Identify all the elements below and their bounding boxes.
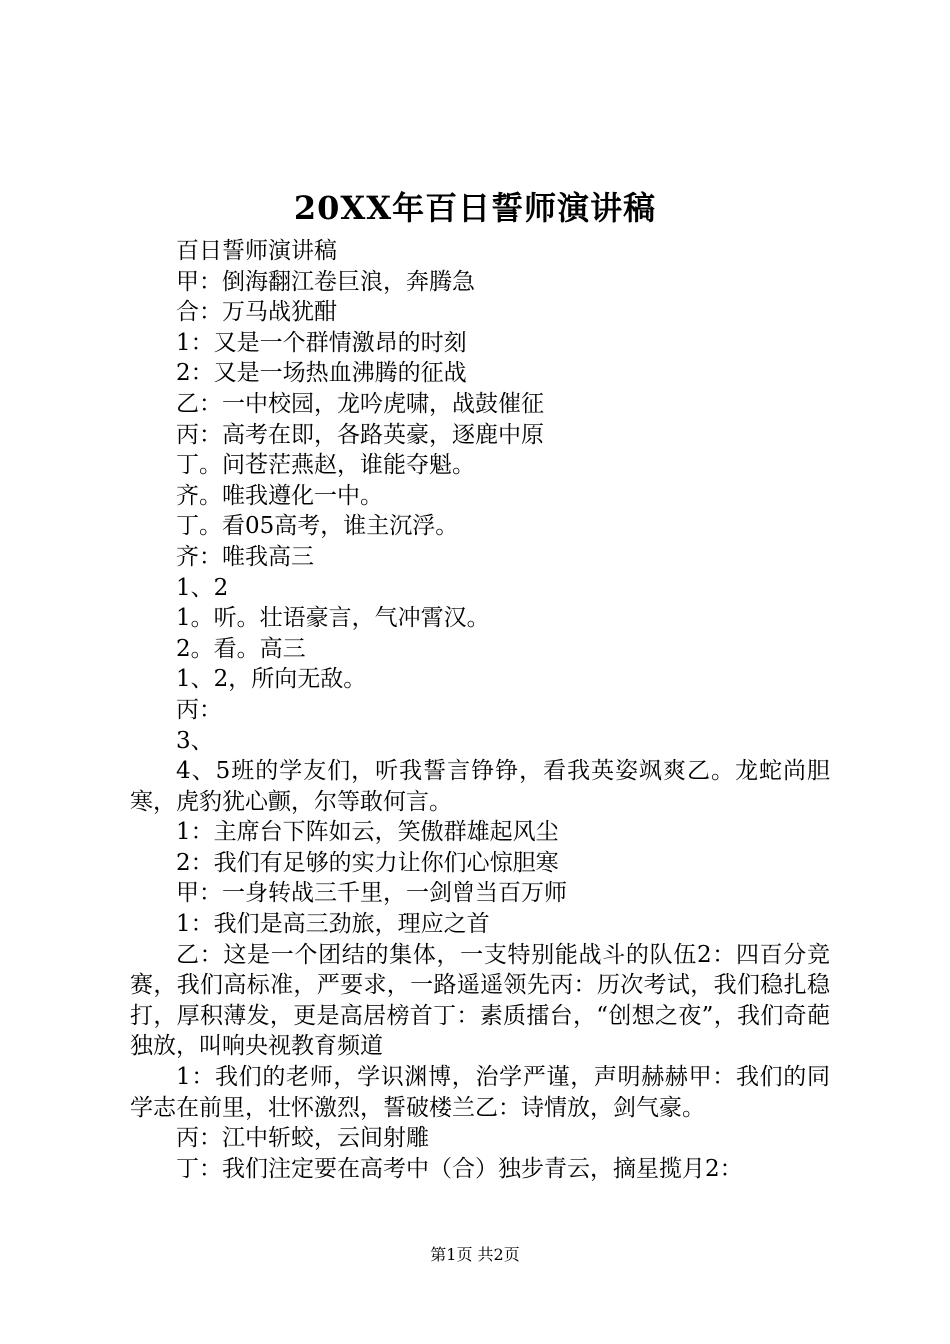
paragraph: 丙：: [176, 696, 222, 723]
paragraph: 齐：唯我高三: [176, 543, 314, 570]
paragraph: 乙：这是一个团结的集体，一支特别能战斗的队伍2：四百分竞赛，我们高标准，严要求，一路遥遥领先丙：历次考试，我们稳扎稳打，厚积薄发，更是高居榜首丁：素质擂台，“创想之夜”，我们奇葩独放，叫响央视教育频道: [130, 941, 830, 1060]
paragraph: 齐。唯我遵化一中。: [176, 482, 383, 509]
paragraph: 1：又是一个群情激昂的时刻: [176, 329, 467, 356]
paragraph: 1：主席台下阵如云，笑傲群雄起风尘: [176, 819, 559, 846]
paragraph: 百日誓师演讲稿: [176, 238, 337, 264]
paragraph: 1：我们的老师，学识渊博，治学严谨，声明赫赫甲：我们的同学志在前里，壮怀激烈，誓破楼兰乙：诗情放，剑气豪。: [130, 1064, 830, 1121]
document-body: [130, 236, 830, 1184]
paragraph: 4、5班的学友们，听我誓言铮铮，看我英姿飒爽乙。龙蛇尚胆寒，虎豹犹心颤，尔等敢何言。: [130, 758, 830, 815]
paragraph: 丁。看05高考，谁主沉浮。: [176, 513, 459, 540]
paragraph: 3、: [176, 727, 214, 754]
page-number-footer: 第1页 共2页: [430, 1245, 520, 1264]
paragraph: 1、2，所向无敌。: [176, 666, 367, 693]
paragraph: 甲：一身转战三千里，一剑曾当百万师: [176, 880, 567, 907]
document-title: 20XX年百日誓师演讲稿: [293, 189, 657, 227]
paragraph: 丙：江中斩蛟，云间射雕: [176, 1125, 429, 1152]
paragraph: 丙：高考在即，各路英豪，逐鹿中原: [176, 421, 544, 448]
paragraph: 1。听。壮语豪言，气冲霄汉。: [176, 605, 490, 632]
paragraph: 2。看。高三: [176, 635, 306, 662]
paragraph: 合：万马战犹酣: [176, 299, 337, 326]
paragraph: 丁。问苍茫燕赵，谁能夺魁。: [176, 452, 475, 479]
paragraph: 2：又是一场热血沸腾的征战: [176, 360, 467, 387]
paragraph: 2：我们有足够的实力让你们心惊胆寒: [176, 849, 559, 876]
paragraph: 乙：一中校园，龙吟虎啸，战鼓催征: [176, 390, 544, 417]
paragraph: 1、2: [176, 574, 229, 601]
paragraph: 丁：我们注定要在高考中（合）独步青云，摘星揽月2：: [176, 1155, 743, 1182]
paragraph: 甲：倒海翻江卷巨浪，奔腾急: [176, 268, 475, 295]
paragraph: 1：我们是高三劲旅，理应之首: [176, 911, 490, 938]
